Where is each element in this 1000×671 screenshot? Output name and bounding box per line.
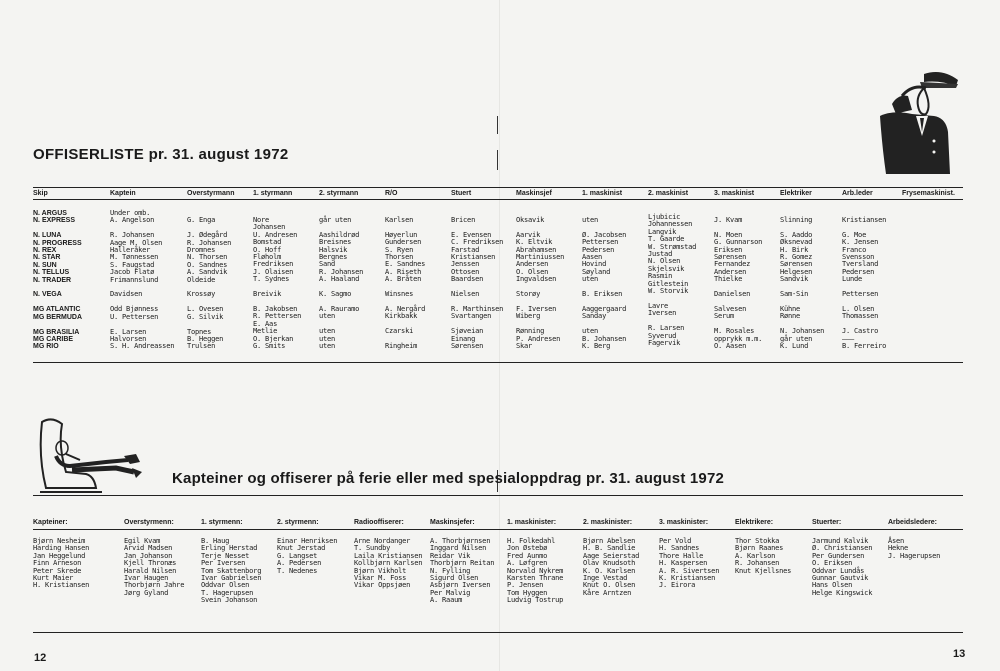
col-header-1-styrmann: 1. styrmann (253, 190, 293, 197)
col2-header-overstyrmenn: Overstyrmenn: (124, 519, 174, 526)
col-header-kaptein: Kaptein (110, 190, 136, 197)
col2-header-2-maskinister: 2. maskinister: (583, 519, 633, 526)
stuert-column: Bricen E. Evensen C. Fredriksen Farstad Kristiansen Jenssen Ottosen Baardsen Nielsen R. Marthinsen Svartangen Sjøveian Einang Sørensen (451, 216, 504, 350)
bottom-rule (33, 632, 963, 633)
elektriker-column: Slinning S. Aaddo Øksnevad H. Birk R. Gomez Sørensen Helgesen Sandvik Sam-Sin Kühne Rønne N. Johansen går uten K. Lund (780, 216, 825, 350)
ship-names-column: N. ARGUS N. EXPRESS N. LUNA N. PROGRESS N. REX N. STAR N. SUN N. TELLUS N. TRADER N. VEGA MG ATLANTIC MG BERMUDA MG BRASILIA MG CARIBE MG RIO (33, 210, 82, 351)
page-number-left: 12 (34, 652, 47, 664)
col2-header-radiooffiserer: Radiooffiserer: (354, 519, 404, 526)
binding-mark-bottom (497, 150, 498, 170)
col-header-1-maskinist: 1. maskinist (582, 190, 623, 197)
col-header-2-maskinist: 2. maskinist (648, 190, 689, 197)
col2-header-2-styrmenn: 2. styrmenn: (277, 519, 319, 526)
arbeidsledere-column: Åsen Hekne J. Hagerupsen (888, 537, 941, 560)
binding-mark-top (497, 116, 498, 134)
col2-header-stuerter: Stuerter: (812, 519, 842, 526)
kaptein-column: Under omb. A. Angelson R. Johansen Aage M. Olsen Halleråker M. Tønnessen S. Faugstad Jacob Flatø Frimannslund Davidsen Odd Bjønness U. Pettersen E. Larsen Halvorsen S. H. Andreassen (110, 209, 175, 351)
col2-header-arbeidsledere: Arbeidsledere: (888, 519, 938, 526)
col-header-3-maskinist: 3. maskinist (714, 190, 755, 197)
elektrikere-column: Thor Stokka Bjørn Raanes A. Karlson R. Johansen Knut Kjellsnes (735, 537, 792, 575)
1-maskinister-column: H. Folkedahl Jon Østebø Fred Aunmo A. Løfgren Norvald Nykrem Karsten Thrane P. Jensen Tom Hyggen Ludvig Tostrup (507, 537, 564, 605)
captain-cartoon-illustration (872, 66, 962, 176)
maskinsjef-column: Oksavik Aarvik K. Eltvik Abrahamsen Martiniussen Andersen O. Olsen Ingvaldsen Storøy F. Iversen Wiberg Rønning P. Andresen Skar (516, 216, 565, 350)
man-in-armchair-illustration (36, 416, 146, 496)
col2-header-elektrikere: Elektrikere: (735, 519, 774, 526)
col2-header-1-maskinister: 1. maskinister: (507, 519, 557, 526)
kapteiner-column: Bjørn Nesheim Harding Hansen Jan Heggelund Finn Arneson Peter Skrede Kurt Maier H. Kristiansen (33, 537, 90, 590)
section-1-bottom-rule (33, 362, 963, 363)
col2-header-1-styrmenn: 1. styrmenn: (201, 519, 243, 526)
section-2-header-rule (33, 529, 963, 530)
vacation-list-title: Kapteiner og offiserer på ferie eller med spesialoppdrag pr. 31. august 1972 (172, 470, 725, 487)
col-header-arb-leder: Arb.leder (842, 190, 873, 197)
overstyrmenn-column: Egil Kvam Arvid Madsen Jan Johanson Kjell Thronæs Harald Nilsen Ivar Haugen Thorbjørn Jahre Jørg Gyland (124, 537, 185, 597)
col-header-stuert: Stuert (451, 190, 472, 197)
col2-header-maskinsjefer: Maskinsjefer: (430, 519, 475, 526)
maskinsjefer-column: A. Thorbjørnsen Inggard Nilsen Reidar Vik Thorbjørn Reitan N. Fylling Sigurd Olsen Asbjørn Iversen Per Malvig A. Raaum (430, 537, 495, 605)
radiooffiserer-column: Arne Nordanger T. Sundby Laila Kristiansen Kollbjørn Karlsen Bjørn Vikholt Vikar M. Foss Vikar Oppsjøen (354, 537, 423, 590)
header-rule-bottom (33, 199, 963, 200)
3-maskinist-column: J. Kvam N. Moen G. Gunnarson Eriksen Sørensen Fernandez Andersen Thielke Danielsen Salvesen Serum M. Rosales opprykk m.m. O. Aasen (714, 216, 763, 350)
section-2-top-rule (33, 495, 963, 496)
col2-header-kapteiner: Kapteiner: (33, 519, 68, 526)
2-maskinist-column: Ljubicic Johannessen Langvik T. Gaarde W. Strømstad Justad N. Olsen Skjelsvik Rasmin Gitlestein W. Storvik Lavre Iversen R. Larsen Syverud Fagervik (648, 213, 697, 347)
col-header-2-styrmann: 2. styrmann (319, 190, 359, 197)
col-header-skip: Skip (33, 190, 48, 197)
col-header-maskinsjef: Maskinsjef (516, 190, 552, 197)
2-styrmenn-column: Einar Henriksen Knut Jerstad G. Langset A. Pedersen T. Nedenes (277, 537, 338, 575)
2-styrmann-column: går uten Aashildrød Breisnes Halsvik Bergnes Sand R. Johansen A. Haaland K. Sagmo A. Rauramo uten uten uten uten (319, 216, 364, 350)
1-styrmann-column: Nore Johansen U. Andresen Bomstad O. Hoff Fløholm Fredriksen J. Olaisen T. Sydnes Breivik B. Jakobsen R. Pettersen E. Aas Metlie O. Bjerkan G. Smits (253, 216, 302, 350)
2-maskinister-column: Bjørn Abelsen H. B. Sandlie Aage Seierstad Olav Knudsoth K. O. Karlsen Inge Vestad Knut O. Olsen Kåre Arntzen (583, 537, 640, 597)
3-maskinister-column: Per Vold H. Sandnes Thore Halle H. Kaspersen A. R. Sivertsen K. Kristiansen J. Eirora (659, 537, 720, 590)
overstyrmann-column: G. Enga J. Ødegård R. Johansen Dromnes N. Thorsen O. Sandnes A. Sandvik Oldeide Krossøy L. Ovesen G. Silvik Topnes B. Heggen Trulsen (187, 216, 232, 351)
ro-column: Karlsen Høyerlun Gundersen S. Ryen Thorsen E. Sandnes A. Riseth A. Bråten Winsnes A. Nergård Kirkbakk Czarski Ringheim (385, 216, 426, 350)
header-rule-top (33, 187, 963, 188)
col-header-overstyrmann: Overstyrmann (187, 190, 235, 197)
col2-header-3-maskinister: 3. maskinister: (659, 519, 709, 526)
1-styrmenn-column: B. Haug Erling Herstad Terje Nesset Per Iversen Tom Skattenborg Ivar Gabrielsen Oddvar Olsen T. Hagerupsen Svein Johanson (201, 537, 262, 605)
col-header-ro: R/O (385, 190, 398, 197)
col-header-elektriker: Elektriker (780, 190, 812, 197)
page-number-right: 13 (953, 648, 966, 660)
stuerter-column: Jarmund Kalvik Ø. Christiansen Per Gundersen O. Eriksen Oddvar Lundås Gunnar Gautvik Hans Olsen Helge Kingswick (812, 537, 873, 597)
col-header-frysemaskinist: Frysemaskinist. (902, 190, 955, 197)
arb-leder-column: Kristiansen G. Moe K. Jensen Franco Svensson Tversland Pedersen Lunde Pettersen L. Olsen Thomassen J. Castro ——— B. Ferreiro (842, 216, 887, 350)
1-maskinist-column: uten Ø. Jacobsen Pettersen Pedersen Aasen Hovind Søyland uten B. Eriksen Aaggergaard Sanday uten B. Johansen K. Berg (582, 216, 627, 350)
officer-list-title: OFFISERLISTE pr. 31. august 1972 (33, 146, 289, 163)
